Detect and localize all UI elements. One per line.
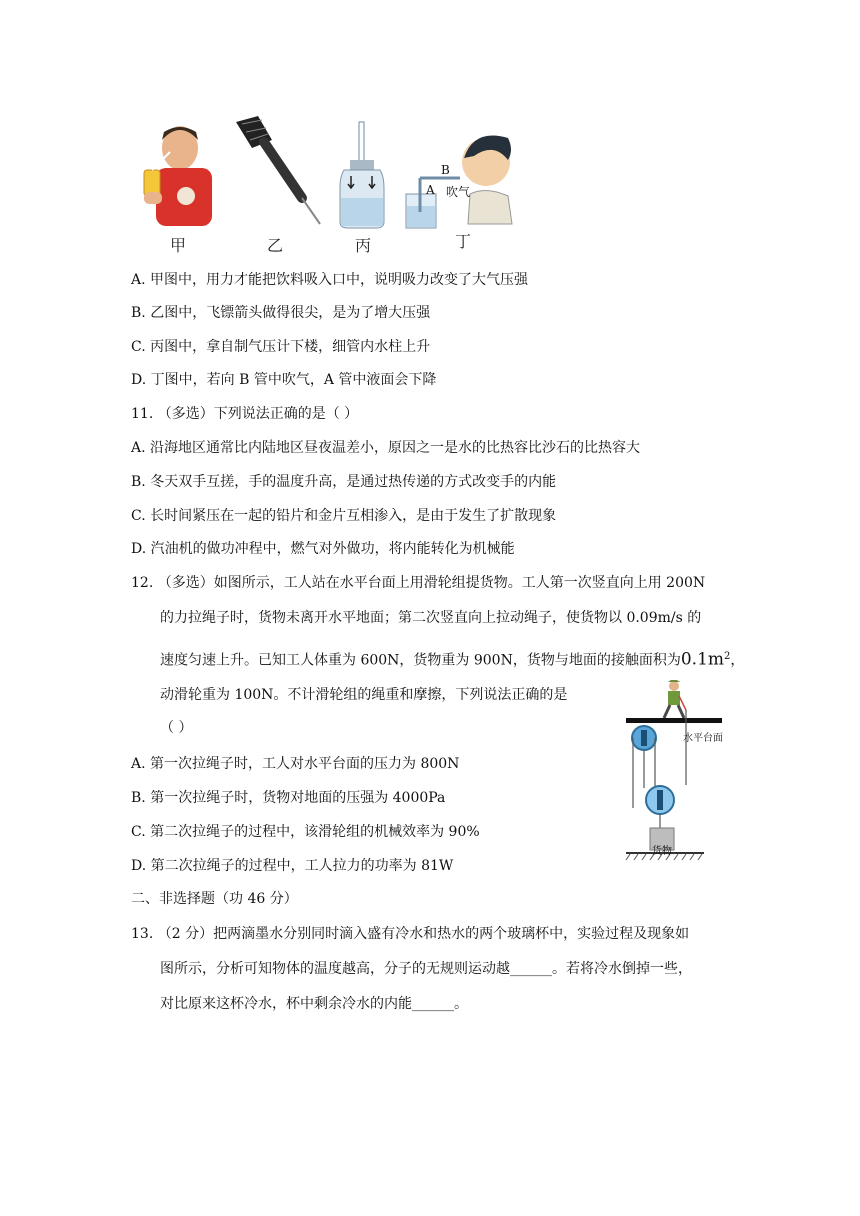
q12-option-a: A. 第一次拉绳子时，工人对水平台面的压力为 800N bbox=[131, 756, 460, 772]
figure-bing-barometer bbox=[336, 118, 388, 232]
pulley-cargo-label: 货物 bbox=[652, 846, 672, 857]
q12-stem-line-5: （ ） bbox=[160, 720, 193, 736]
q12-area-suffix: ， bbox=[730, 652, 745, 669]
section-heading-nonchoice: 二、非选择题（功 46 分） bbox=[131, 891, 298, 907]
q11-option-a: A. 沿海地区通常比内陆地区昼夜温差小，原因之一是水的比热容比沙石的比热容大 bbox=[131, 440, 641, 456]
q11-option-b: B. 冬天双手互搓，手的温度升高，是通过热传递的方式改变手的内能 bbox=[131, 474, 557, 490]
pulley-platform-label: 水平台面 bbox=[683, 733, 723, 744]
caption-yi: 乙 bbox=[267, 236, 284, 255]
q12-option-c: C. 第二次拉绳子的过程中，该滑轮组的机械效率为 90% bbox=[131, 824, 480, 840]
figure-jia-boy-drinking bbox=[130, 118, 220, 230]
q12-stem-line-1: 12. （多选）如图所示，工人站在水平台面上用滑轮组提货物。工人第一次竖直向上用 200N bbox=[131, 575, 706, 591]
q12-area-exponent: 2 bbox=[724, 651, 731, 662]
q12-stem-line-3 bbox=[160, 647, 744, 671]
q11-option-c: C. 长时间紧压在一起的铅片和金片互相渗入，是由于发生了扩散现象 bbox=[131, 508, 557, 524]
caption-ding: 丁 bbox=[455, 232, 472, 251]
q10-option-a: A. 甲图中，用力才能把饮料吸入口中，说明吸力改变了大气压强 bbox=[131, 272, 529, 288]
q11-stem: 11. （多选）下列说法正确的是（ ） bbox=[131, 406, 359, 422]
ding-label-blow: 吹气 bbox=[446, 185, 471, 199]
figure-pulley-system bbox=[624, 680, 734, 860]
q12-stem-line-2: 的力拉绳子时，货物未离开水平地面；第二次竖直向上拉动绳子，使货物以 0.09m/s 的 bbox=[160, 610, 702, 626]
q10-option-c: C. 丙图中，拿自制气压计下楼，细管内水柱上升 bbox=[131, 339, 431, 355]
q11-option-d: D. 汽油机的做功冲程中，燃气对外做功，将内能转化为机械能 bbox=[131, 541, 515, 557]
q12-option-b: B. 第一次拉绳子时，货物对地面的压强为 4000Pa bbox=[131, 790, 446, 806]
figure-ding-blowing bbox=[404, 120, 518, 230]
figure-yi-dart bbox=[228, 112, 328, 228]
ding-label-b: B bbox=[441, 163, 450, 177]
q12-option-d: D. 第二次拉绳子的过程中，工人拉力的功率为 81W bbox=[131, 858, 454, 874]
q10-option-d: D. 丁图中，若向 B 管中吹气，A 管中液面会下降 bbox=[131, 372, 437, 388]
q13-line-2: 图所示，分析可知物体的温度越高，分子的无规则运动越______。若将冷水倒掉一些， bbox=[160, 961, 692, 977]
q12-stem-line-3-text: 速度匀速上升。已知工人体重为 600N，货物重为 900N，货物与地面的接触面积为 bbox=[160, 652, 681, 669]
ding-label-a: A bbox=[426, 183, 435, 197]
caption-bing: 丙 bbox=[355, 236, 372, 255]
q13-line-1: 13. （2 分）把两滴墨水分别同时滴入盛有冷水和热水的两个玻璃杯中，实验过程及现象如 bbox=[131, 926, 690, 942]
caption-jia: 甲 bbox=[170, 236, 187, 255]
q12-stem-line-4: 动滑轮重为 100N。不计滑轮组的绳重和摩擦，下列说法正确的是 bbox=[160, 687, 568, 703]
q12-area-value: 0.1m bbox=[680, 649, 724, 670]
q13-line-3: 对比原来这杯冷水，杯中剩余冷水的内能______。 bbox=[160, 996, 468, 1012]
q10-option-b: B. 乙图中，飞镖箭头做得很尖，是为了增大压强 bbox=[131, 305, 431, 321]
